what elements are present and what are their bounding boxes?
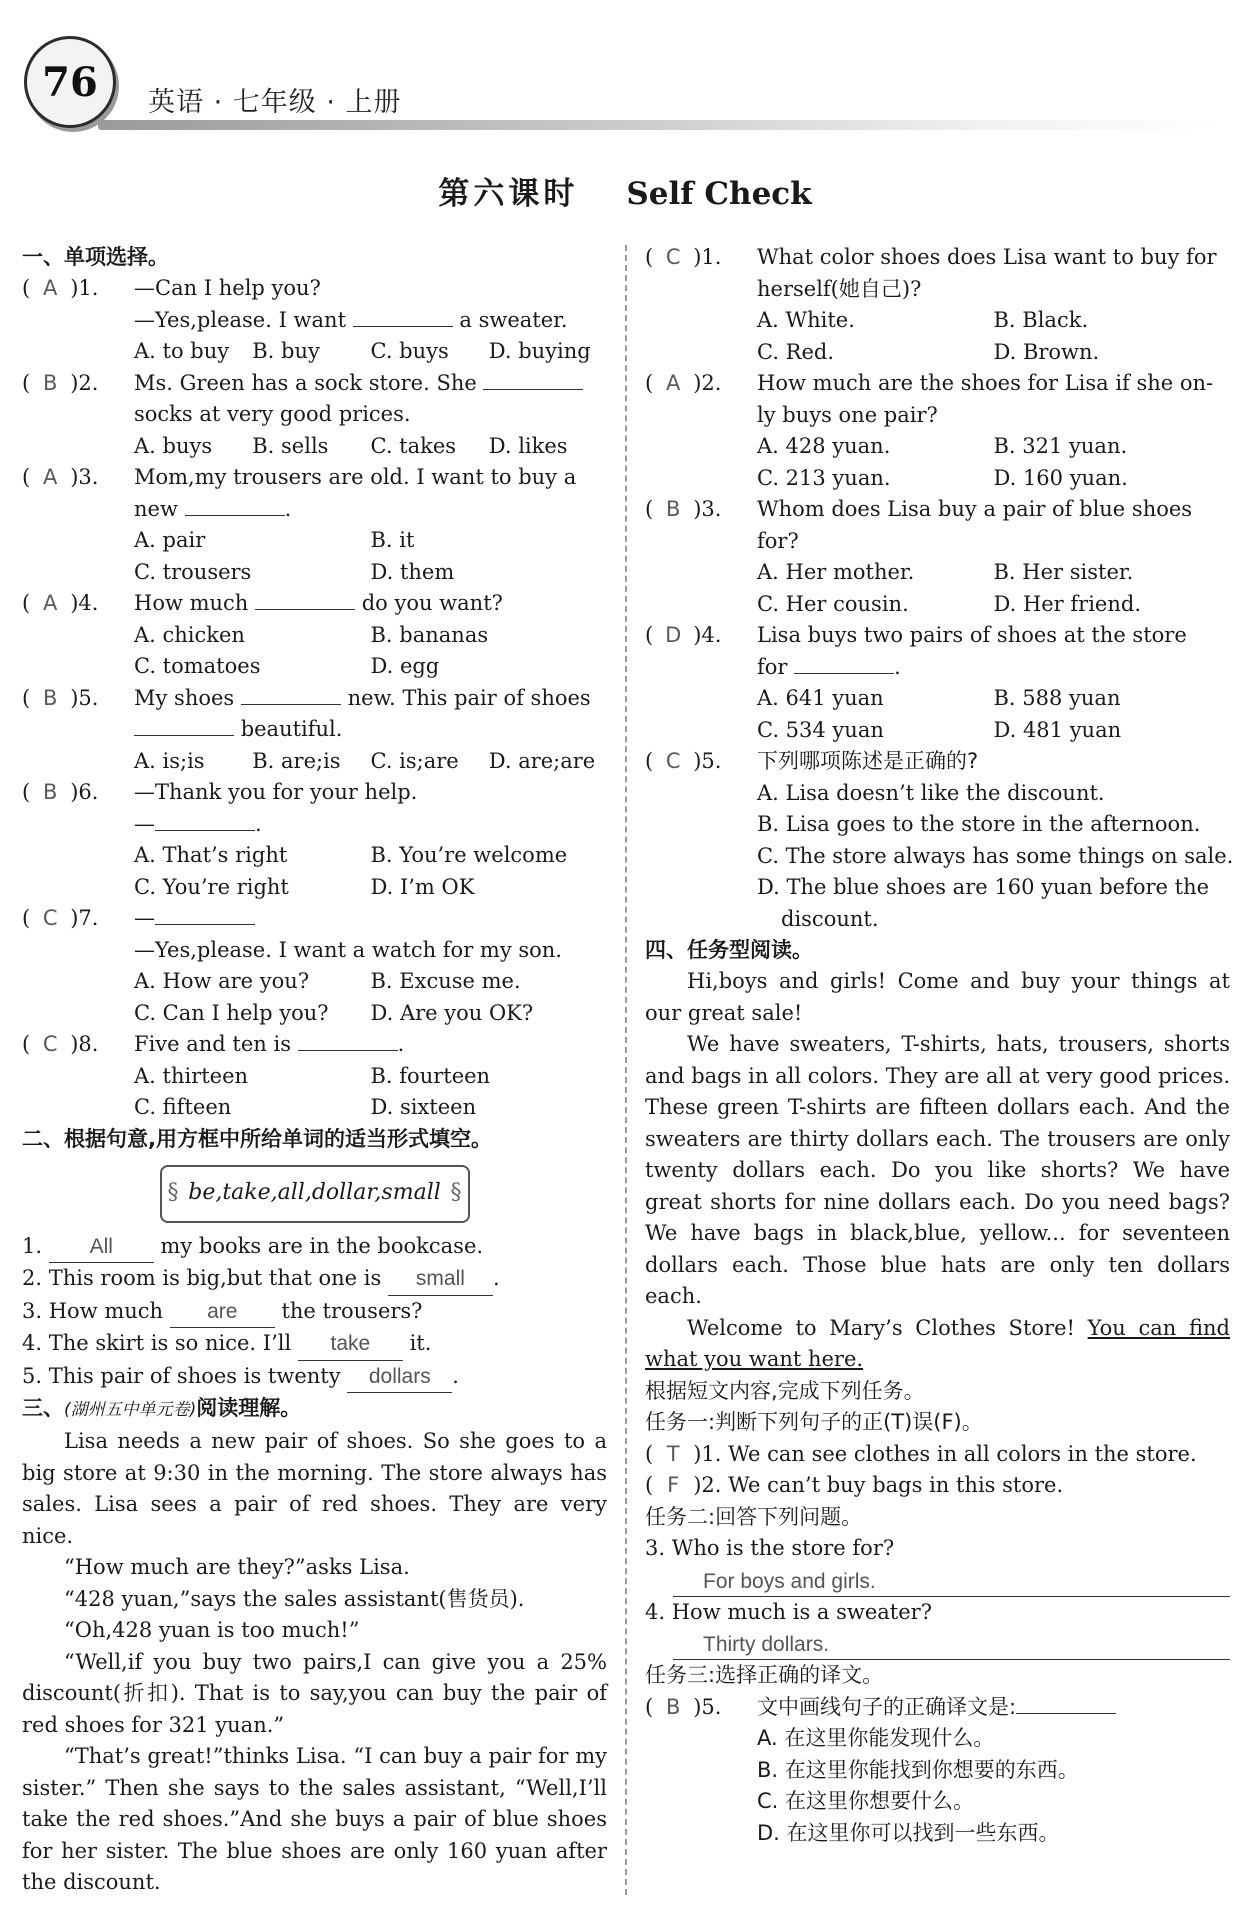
- blank: [155, 903, 255, 925]
- fill-item-3: 3. How much are the trousers?: [22, 1296, 607, 1329]
- passage-paragraph: “428 yuan,”says the sales assistant(售货员).: [64, 1586, 525, 1611]
- blank: [155, 809, 255, 831]
- options: A. to buy B. buy C. buys D. buying: [134, 339, 591, 363]
- mc-question-3: ( A )3. Mom,my trousers are old. I want to buy a: [22, 462, 607, 494]
- word-box: § be,take,all,dollar,small §: [160, 1165, 470, 1223]
- blank: [185, 494, 285, 516]
- answer-mark: D: [665, 623, 682, 647]
- column-divider: [625, 245, 627, 1895]
- filled-answer: small: [388, 1263, 493, 1296]
- passage-paragraph: “That’s great!”thinks Lisa. “I can buy a pair for my sister.” Then she says to the sales assistant, “Well,I’ll take the red shoes.”And she buys a pair of blue shoes for her sister. The blue shoes are only 160 yuan after the discount.: [22, 1744, 607, 1894]
- answer-mark: B: [42, 370, 58, 395]
- options: C. tomatoes D. egg: [134, 654, 440, 678]
- tf-item-1: ( T )1. We can see clothes in all colors in the store.: [645, 1439, 1230, 1471]
- answer-mark: B: [42, 780, 58, 804]
- page-number-badge: [24, 36, 116, 128]
- options: A. Her mother. B. Her sister.: [757, 560, 1134, 584]
- options: A. That’s right B. You’re welcome: [134, 843, 568, 867]
- blank: [353, 305, 453, 327]
- section1-title: 一、单项选择。: [22, 245, 169, 269]
- options: C. Red. D. Brown.: [757, 339, 1100, 364]
- reading-question-2: ( A )2. How much are the shoes for Lisa if she on-: [645, 368, 1230, 400]
- handwritten-answer: Thirty dollars.: [673, 1628, 1230, 1660]
- fill-item-1: 1. All my books are in the bookcase.: [22, 1231, 607, 1264]
- reading-question-1: ( C )1. What color shoes does Lisa want to buy for: [645, 242, 1230, 274]
- blank: [241, 683, 341, 705]
- reading-question-3: ( B )3. Whom does Lisa buy a pair of blue shoes: [645, 494, 1230, 526]
- filled-answer: All: [49, 1231, 154, 1264]
- answer-mark: B: [665, 497, 681, 521]
- options: A. thirteen B. fourteen: [134, 1063, 491, 1088]
- options: C. fifteen D. sixteen: [134, 1095, 477, 1119]
- answer-mark: T: [666, 1441, 680, 1466]
- blank: [794, 652, 894, 674]
- options: C. Her cousin. D. Her friend.: [757, 591, 1141, 616]
- answer-mark: C: [42, 1032, 58, 1056]
- fill-item-5: 5. This pair of shoes is twenty dollars .: [22, 1361, 607, 1394]
- options: C. 213 yuan. D. 160 yuan.: [757, 465, 1128, 490]
- passage-paragraph: Hi,boys and girls! Come and buy your things at our great sale!: [645, 969, 1230, 1025]
- answer-mark: A: [43, 276, 58, 300]
- qa-question-4: 4. How much is a sweater?: [645, 1599, 932, 1624]
- options: A. 641 yuan B. 588 yuan: [757, 686, 1121, 710]
- lesson-title-en: Self Check: [626, 176, 812, 212]
- answer-mark: A: [43, 591, 58, 615]
- reading-question-4: ( D )4. Lisa buys two pairs of shoes at the store: [645, 620, 1230, 652]
- mc-question-6: ( B )6. —Thank you for your help.: [22, 777, 607, 809]
- blank: [134, 714, 234, 736]
- answer-mark: C: [665, 749, 681, 773]
- tf-item-2: ( F )2. We can’t buy bags in this store.: [645, 1470, 1230, 1502]
- options: C. 534 yuan D. 481 yuan: [757, 717, 1122, 742]
- lesson-title: [0, 168, 1250, 213]
- answer-mark: B: [665, 1694, 681, 1719]
- task1-title: 任务一:判断下列句子的正(T)误(F)。: [645, 1410, 983, 1434]
- mc-question-8: ( C )8. Five and ten is .: [22, 1029, 607, 1061]
- underlined-sentence: You can find what you want here.: [645, 1315, 1230, 1371]
- handwritten-answer: For boys and girls.: [673, 1565, 1230, 1597]
- qa-question-3: 3. Who is the store for?: [645, 1536, 895, 1560]
- section4-title: 四、任务型阅读。: [645, 938, 813, 962]
- blank: [1016, 1692, 1116, 1714]
- answer-mark: C: [42, 906, 58, 930]
- passage-paragraph: “Well,if you buy two pairs,I can give you a 25% discount(折扣). That is to say,you can buy the pair of red shoes for 321 yuan.”: [22, 1649, 607, 1737]
- mc-question-5: ( B )5. My shoes new. This pair of shoes: [22, 683, 607, 715]
- passage-paragraph: “Oh,428 yuan is too much!”: [64, 1618, 360, 1642]
- task2-title: 任务二:回答下列问题。: [645, 1504, 863, 1529]
- task3-title: 任务三:选择正确的译文。: [645, 1663, 884, 1687]
- filled-answer: take: [298, 1328, 403, 1361]
- options: C. trousers D. them: [134, 559, 455, 584]
- mc-question-7: ( C )7. —: [22, 903, 607, 935]
- passage-paragraph: Welcome to Mary’s Clothes Store! You can find what you want here.: [645, 1315, 1230, 1371]
- instruction: 根据短文内容,完成下列任务。: [645, 1378, 925, 1403]
- options: A. White. B. Black.: [757, 308, 1089, 332]
- mc-question-2: ( B )2. Ms. Green has a sock store. She: [22, 368, 607, 400]
- options: A. pair B. it: [134, 528, 415, 552]
- blank: [483, 368, 583, 390]
- answer-mark: F: [667, 1473, 680, 1497]
- book-title: 英语 · 七年级 · 上册: [148, 87, 402, 118]
- page-number: 76: [42, 59, 98, 106]
- fill-item-2: 2. This room is big,but that one is small .: [22, 1263, 607, 1296]
- section2-title: 二、根据句意,用方框中所给单词的适当形式填空。: [22, 1126, 492, 1151]
- answer-mark: C: [665, 245, 681, 269]
- header-rule: [98, 120, 1218, 130]
- right-column: ( C )1. What color shoes does Lisa want to buy for herself(她自己)? A. White. B. Black. C. Red. D. Brown. ( A )2. How much are the shoes for Lisa if she on- ly buys one pair? A. 428 yuan. B. 321 yuan. C. 213 yuan. D. 160 yuan. ( B )3. Whom does Lisa buy a pair of blue shoes for? A. Her mother. B. Her sister. C. Her cousin. D. Her friend. ( D )4. Lisa buys two pairs of shoes at the store for . A. 641 yuan B. 588 yuan C. 534 yuan D. 481 yuan ( C )5. 下列哪项陈述是正确的? A. Lisa doesn’t like the discount. B. Lisa goes to the store in the afternoon. C. The store always has some things on sale. D. The blue shoes are 160 yuan before the discount. 四、任务型阅读。 Hi,boys and girls! Come and buy your things at our great sale! We have sweaters, T-shirts, hats, trousers, shorts and bags in all colors. They are all at very good prices. These green T-shirts are fifteen dollars each. And the sweaters are thirty dollars each. The trousers are only twenty dollars each. Do you like shorts? We have great shorts for nine dollars each. Do you need bags? We have bags in black,blue, yellow... for seventeen dollars each. Those blue hats are only ten dollars each. Welcome to Mary’s Clothes Store! You can find what you want here. 根据短文内容,完成下列任务。 任务一:判断下列句子的正(T)误(F)。 ( T )1. We can see clothes in all colors in the store. ( F )2. We can’t buy bags in this store. 任务二:回答下列问题。 3. Who is the store for? For boys and girls. 4. How much is a sweater? Thirty dollars. 任务三:选择正确的译文。 ( B )5. 文中画线句子的正确译文是: A. 在这里你能发现什么。 B. 在这里你能找到你想要的东西。 C. 在这里你想要什么。 D. 在这里你可以找到一些东西。: [645, 242, 1230, 1849]
- blank: [298, 1029, 398, 1051]
- filled-answer: are: [170, 1296, 275, 1329]
- options: A. buys B. sells C. takes D. likes: [134, 433, 568, 458]
- answer-mark: B: [42, 685, 58, 710]
- fill-item-4: 4. The skirt is so nice. I’ll take it.: [22, 1328, 607, 1361]
- lesson-title-cn: 第六课时: [438, 176, 579, 212]
- passage-paragraph: “How much are they?”asks Lisa.: [64, 1555, 410, 1579]
- mc-question-1: ( A )1. —Can I help you?: [22, 273, 607, 305]
- answer-mark: A: [666, 371, 681, 395]
- passage-paragraph: We have sweaters, T-shirts, hats, trousers, shorts and bags in all colors. They are all at very good prices. These green T-shirts are fifteen dollars each. And the sweaters are thirty dollars each. The trousers are only twenty dollars each. Do you like shorts? We have great shorts for nine dollars each. Do you need bags? We have bags in black,blue, yellow... for seventeen dollars each. Those blue hats are only ten dollars each.: [645, 1032, 1230, 1308]
- filled-answer: dollars: [347, 1361, 452, 1394]
- translation-question-5: ( B )5. 文中画线句子的正确译文是:: [645, 1692, 1230, 1724]
- page-header: [18, 28, 1218, 138]
- options: A. chicken B. bananas: [134, 622, 489, 647]
- options: A. 428 yuan. B. 321 yuan.: [757, 434, 1128, 458]
- options: A. is;is B. are;is C. is;are D. are;are: [134, 748, 596, 773]
- mc-question-4: ( A )4. How much do you want?: [22, 588, 607, 620]
- section3-title: 三、(湖州五中单元卷)阅读理解。: [22, 1396, 302, 1420]
- reading-question-5: ( C )5. 下列哪项陈述是正确的?: [645, 746, 1230, 778]
- answer-mark: A: [43, 465, 58, 489]
- options: A. How are you? B. Excuse me.: [134, 969, 521, 993]
- options: C. You’re right D. I’m OK: [134, 874, 475, 899]
- left-column: 一、单项选择。 ( A )1. —Can I help you? —Yes,please. I want a sweater. A. to buy B. buy C. buys D. buying ( B )2. Ms. Green has a sock store. She socks at very good prices. A. buys B. sells C. takes D. likes ( A )3. Mom,my trousers are old. I want to buy a new . A. pair B. it C. trousers D. them ( A )4. How much do you want? A. chicken B. bananas C. tomatoes D. egg ( B )5. My shoes new. This pair of shoes beautiful. A. is;is B. are;is C. is;are D. are;are ( B )6. —Thank you for your help. — . A. That’s right B. You’re welcome C. You’re right D. I’m OK ( C )7. — —Yes,please. I want a watch for my son. A. How are you? B. Excuse me. C. Can I help you? D. Are you OK? ( C )8. Five and ten is . A. thirteen B. fourteen C. fifteen D. sixteen 二、根据句意,用方框中所给单词的适当形式填空。 § be,take,all,dollar,small § 1. All my books are in the bookcase. 2. This room is big,but that one is small . 3. How much are the trousers? 4. The skirt is so nice. I’ll take it. 5. This pair of shoes is twenty dollars . 三、(湖州五中单元卷)阅读理解。 Lisa needs a new pair of shoes. So she goes to a big store at 9:30 in the morning. The store always has sales. Lisa sees a pair of red shoes. They are very nice. “How much are they?”asks Lisa. “428 yuan,”says the sales assistant(售货员). “Oh,428 yuan is too much!” “Well,if you buy two pairs,I can give you a 25% discount(折扣). That is to say,you can buy the pair of red shoes for 321 yuan.” “That’s great!”thinks Lisa. “I can buy a pair for my sister.” Then she says to the sales assistant, “Well,I’ll take the red shoes.”And she buys a pair of blue shoes for her sister. The blue shoes are only 160 yuan after the discount.: [22, 242, 607, 1899]
- options: C. Can I help you? D. Are you OK?: [134, 1000, 534, 1025]
- passage-paragraph: Lisa needs a new pair of shoes. So she goes to a big store at 9:30 in the morning. The store always has sales. Lisa sees a pair of red shoes. They are very nice.: [22, 1429, 607, 1548]
- blank: [255, 588, 355, 610]
